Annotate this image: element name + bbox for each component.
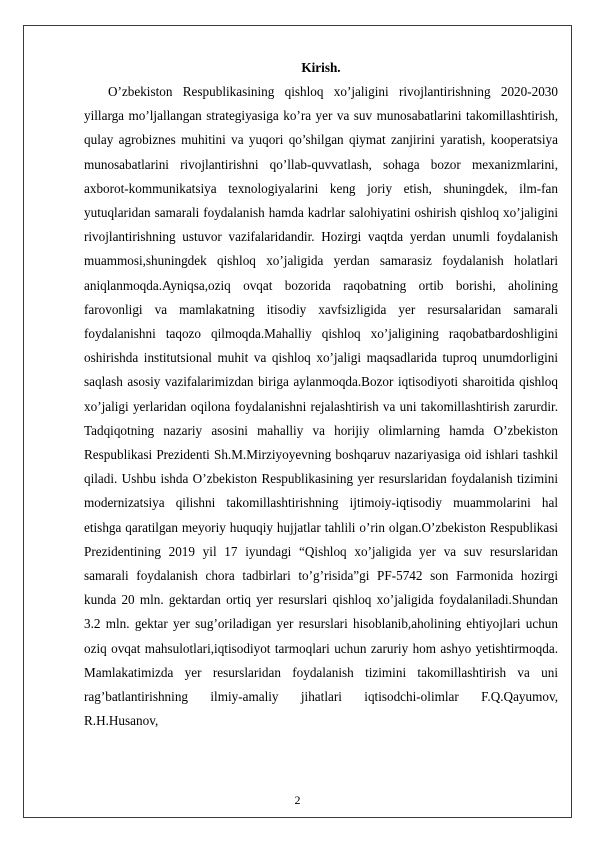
section-title: Kirish. <box>301 60 341 75</box>
document-body <box>84 56 558 733</box>
body-paragraph: O’zbekiston Respublikasining qishloq xo’jaligini rivojlantirishning 2020-2030 yillarga mo’ljallangan strategiyasiga ko’ra yer va suv munosabatlarini takomillashtirish, qulay agrobiznes muhitini va yuqori qo’shilgan qiymat zanjirini yaratish, kooperatsiya munosabatlarini rivojlantirishni qo’llab-quvvatlash, sohaga bozor mexanizmlarini, axborot-kommunikatsiya texnologiyalarini keng joriy etish, shuningdek, ilm-fan yutuqlaridan samarali foydalanish hamda kadrlar salohiyatini oshirish qishloq xo’jaligini rivojlantirishning ustuvor vazifalaridandir. Hozirgi vaqtda yerdan unumli foydalanish muammosi,shuningdek qishloq xo’jaligida yerdan samarasiz foydalanish holatlari aniqlanmoqda.Ayniqsa,oziq ovqat bozorida raqobatning ortib borishi, aholining farovonligi va mamlakatning itisodiy xavfsizligida yer resursalaridan samarali foydalanishni taqozo qilmoqda.Mahalliy qishloq xo’jaligining raqobatbardoshligini oshirishda institutsional muhit va qishloq xo’jaligi maqsadlarida tuproq unumdorligini saqlash asosiy vazifalarimizdan biriga aylanmoqda.Bozor iqtisodiyoti sharoitida qishloq xo’jaligi yerlaridan oqilona foydalanishni rejalashtirish va uni takomillashtirish zarurdir. Tadqiqotning nazariy asosini mahalliy va horijiy olimlarning hamda O’zbekiston Respublikasi Prezidenti Sh.M.Mirziyoyevning boshqaruv nazariyasiga oid ishlari tashkil qiladi. Ushbu ishda O’zbekiston Respublikasining yer resurslaridan foydalanish tizimini modernizatsiya qilishni takomillashtirishning ijtimoiy-iqtisodiy muammolarini hal etishga qaratilgan meyoriy huquqiy hujjatlar tahlili o’rin olgan.O’zbekiston Respublikasi Prezidentining 2019 yil 17 iyundagi “Qishloq xo’jaligida yer va suv resurslaridan samarali foydalanish chora tadbirlari to’g’risida”gi PF-5742 son Farmonida hozirgi kunda 20 mln. gektardan ortiq yer resurslari qishloq xo’jaligida foydalaniladi.Shundan 3.2 mln. gektar yer sug’oriladigan yer resurslari hisoblanib,aholining ehtiyojlari uchun oziq ovqat mahsulotlari,iqtisodiyot tarmoqlari uchun zaruriy hom ashyo yetishtirmoqda. Mamlakatimizda yer resurslaridan foydalanish tizimini takomillashtirish va uni rag’batlantirishning ilmiy-amaliy jihatlari iqtisodchi-olimlar F.Q.Qayumov, R.H.Husanov, <box>84 84 558 729</box>
page-number: 2 <box>294 793 301 807</box>
